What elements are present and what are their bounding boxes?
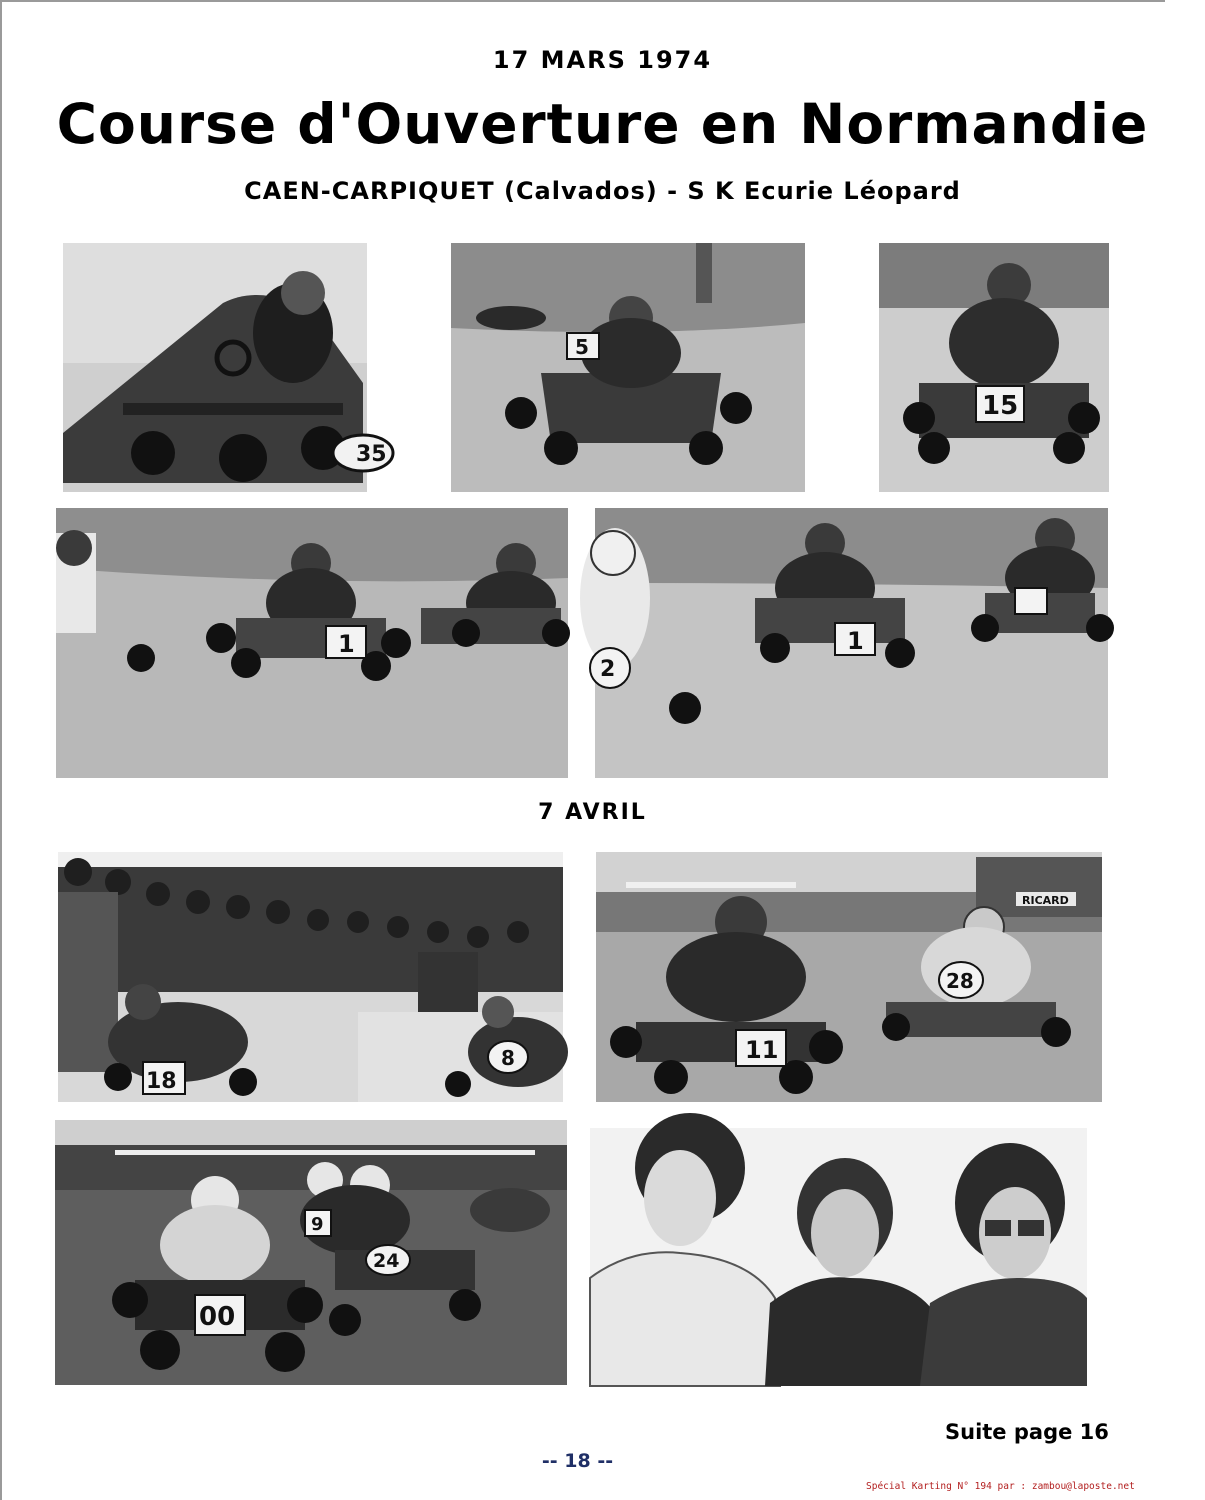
page-number: -- 18 -- xyxy=(541,1450,614,1472)
kart-number: 24 xyxy=(373,1250,400,1272)
photo-kart-15 xyxy=(879,243,1109,492)
photo-paddock-crowd xyxy=(58,852,563,1102)
page-border-top xyxy=(0,0,1165,2)
photo-race-start-left xyxy=(56,508,568,778)
kart-number: 15 xyxy=(982,391,1019,421)
page-border-left xyxy=(0,0,2,1500)
ricard-banner-text: RICARD xyxy=(1022,894,1069,907)
continued-on-page: Suite page 16 xyxy=(945,1420,1109,1444)
kart-number: 18 xyxy=(146,1069,177,1094)
page-title: Course d'Ouverture en Normandie xyxy=(56,92,1149,156)
kart-number: 11 xyxy=(745,1036,779,1064)
kart-number: 28 xyxy=(946,969,974,993)
event-date: 17 MARS 1974 xyxy=(492,46,713,74)
photo-kart-5 xyxy=(451,243,805,492)
kart-number: 9 xyxy=(311,1214,324,1235)
kart-number: 8 xyxy=(501,1046,515,1070)
kart-number: 35 xyxy=(356,442,387,467)
section-heading-april: 7 AVRIL xyxy=(538,800,647,825)
kart-number: 00 xyxy=(199,1302,236,1332)
kart-number: 5 xyxy=(575,335,589,359)
photo-kart-00-9-24 xyxy=(55,1120,567,1385)
photo-kart-35 xyxy=(63,243,387,492)
kart-number: 1 xyxy=(338,630,355,658)
kart-number: 2 xyxy=(600,657,616,682)
photo-race-start-right xyxy=(595,508,1108,778)
kart-number: 1 xyxy=(847,627,864,655)
event-location: CAEN-CARPIQUET (Calvados) - S K Ecurie Léopard xyxy=(244,177,961,205)
photo-three-drivers-portrait xyxy=(590,1128,1087,1386)
footer-credit: Spécial Karting N° 194 par : zambou@laposte.net xyxy=(866,1481,1135,1492)
photo-kart-11-28 xyxy=(596,852,1102,1102)
